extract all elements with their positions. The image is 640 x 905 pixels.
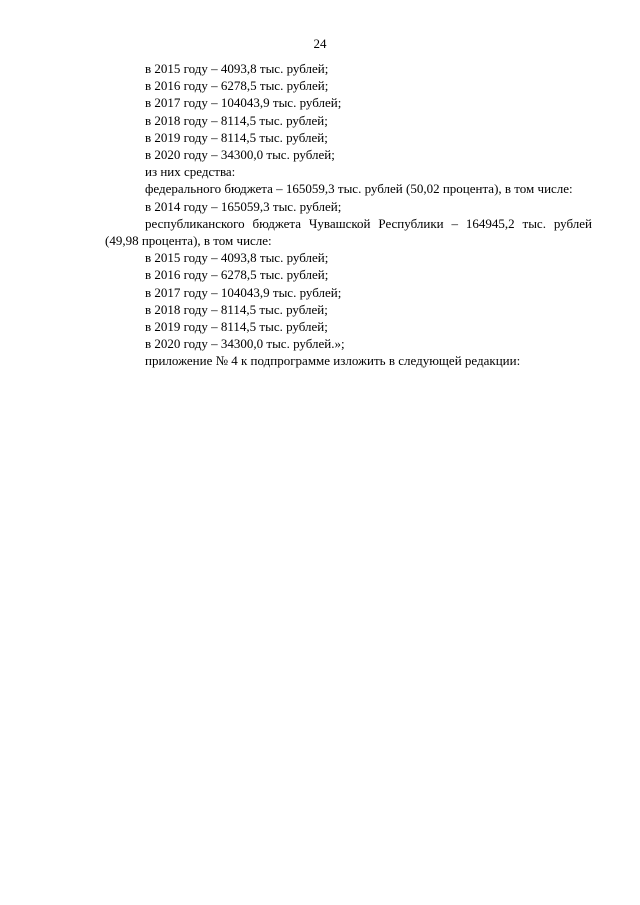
paragraph-2015-funding: в 2015 году – 4093,8 тыс. рублей;: [145, 61, 329, 76]
paragraph-2019-funding: в 2019 году – 8114,5 тыс. рублей;: [145, 129, 328, 145]
paragraph-2020-funding: в 2020 году – 34300,0 тыс. рублей;: [145, 147, 335, 163]
page-number: 24: [313, 36, 327, 51]
paragraph-2016-republican-funding: в 2016 году – 6278,5 тыс. рублей;: [145, 267, 329, 283]
paragraph-2018-funding: в 2018 году – 8114,5 тыс. рублей;: [145, 112, 328, 128]
paragraph-2014-federal-funding: в 2014 году – 165059,3 тыс. рублей;: [145, 198, 342, 214]
paragraph-2018-republican-funding: в 2018 году – 8114,5 тыс. рублей;: [145, 301, 328, 317]
paragraph-2016-funding: в 2016 году – 6278,5 тыс. рублей;: [145, 78, 329, 94]
paragraph-2017-republican-funding: в 2017 году – 104043,9 тыс. рублей;: [145, 284, 342, 300]
paragraph-funding-sources: из них средства:: [145, 164, 236, 180]
paragraph-appendix-instruction: приложение № 4 к подпрограмме изложить в следующей редакции:: [145, 353, 521, 369]
paragraph-2015-republican-funding: в 2015 году – 4093,8 тыс. рублей;: [145, 250, 329, 266]
paragraph-2017-funding: в 2017 году – 104043,9 тыс. рублей;: [145, 95, 342, 111]
paragraph-2020-republican-funding: в 2020 году – 34300,0 тыс. рублей.»;: [145, 336, 345, 352]
paragraph-federal-budget: федерального бюджета – 165059,3 тыс. рублей (50,02 процента), в том числе:: [145, 181, 573, 197]
paragraph-2019-republican-funding: в 2019 году – 8114,5 тыс. рублей;: [145, 319, 328, 335]
document-body: [105, 60, 592, 370]
paragraph-republican-budget: республиканского бюджета Чувашской Республики – 164945,2 тыс. рублей (49,98 процента), в том числе:: [105, 215, 592, 249]
